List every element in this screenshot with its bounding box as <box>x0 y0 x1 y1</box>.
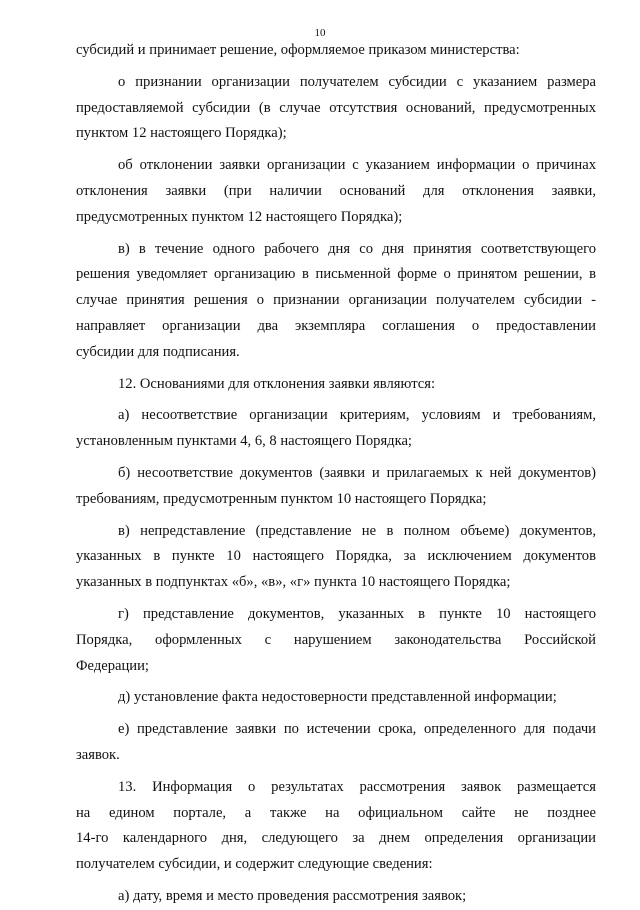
text-line: субсидии для подписания. <box>76 343 240 360</box>
paragraph-p0 <box>76 38 596 64</box>
text-line: требованиям, предусмотренным пунктом 10 настоящего Порядка; <box>76 490 487 507</box>
text-line: установленным пунктами 4, 6, 8 настоящего Порядка; <box>76 433 412 450</box>
text-line: об отклонении заявки организации с указанием информации о причинах <box>118 157 596 174</box>
text-line: на едином портале, а также на официальном сайте не позднее <box>76 804 596 821</box>
text-line: получателем субсидии, и содержит следующие сведения: <box>76 856 433 873</box>
paragraph-p2 <box>76 153 596 230</box>
text-line: заявок. <box>76 746 120 763</box>
text-line: решения уведомляет организацию в письменной форме о принятом решении, в <box>76 266 596 283</box>
text-line: 12. Основаниями для отклонения заявки являются: <box>118 375 436 392</box>
text-line: е) представление заявки по истечении срока, определенного для подачи <box>118 721 596 738</box>
paragraph-p6 <box>76 461 596 513</box>
paragraph-p7 <box>76 519 596 596</box>
text-line: Федерации; <box>76 657 149 674</box>
paragraph-p9 <box>76 685 596 711</box>
text-line: в) в течение одного рабочего дня со дня принятия соответствующего <box>118 240 596 257</box>
text-line: отклонения заявки (при наличии оснований для отклонения заявки, <box>76 182 596 199</box>
paragraph-p12 <box>76 884 596 910</box>
text-line: г) представление документов, указанных в пункте 10 настоящего <box>118 605 596 622</box>
text-line: б) несоответствие документов (заявки и прилагаемых к ней документов) <box>118 464 596 481</box>
text-line: пунктом 12 настоящего Порядка); <box>76 125 287 142</box>
text-line: о признании организации получателем субсидии с указанием размера <box>118 73 596 90</box>
page-number: 10 <box>314 27 326 39</box>
text-line: указанных в пункте 10 настоящего Порядка, за исключением документов <box>76 548 596 565</box>
text-line: указанных в подпунктах «б», «в», «г» пункта 10 настоящего Порядка; <box>76 574 511 591</box>
paragraph-p3 <box>76 237 596 366</box>
text-line: предусмотренных пунктом 12 настоящего Порядка); <box>76 208 403 225</box>
text-line: д) установление факта недостоверности представленной информации; <box>118 689 557 706</box>
paragraph-p5 <box>76 403 596 455</box>
paragraph-p11 <box>76 775 596 878</box>
text-line: случае принятия решения о признании организации получателем субсидии - <box>76 292 596 309</box>
text-line: а) дату, время и место проведения рассмотрения заявок; <box>118 887 467 904</box>
text-line: предоставляемой субсидии (в случае отсутствия оснований, предусмотренных <box>76 99 596 116</box>
text-line: 14-го календарного дня, следующего за днем определения организации <box>76 830 596 847</box>
paragraph-p1 <box>76 70 596 147</box>
text-line: в) непредставление (представление не в полном объеме) документов, <box>118 522 596 539</box>
text-line: Порядка, оформленных с нарушением законодательства Российской <box>76 631 596 648</box>
text-line: а) несоответствие организации критериям, условиям и требованиям, <box>118 407 596 424</box>
document-body <box>76 38 596 910</box>
paragraph-p4 <box>76 372 596 398</box>
text-line: 13. Информация о результатах рассмотрения заявок размещается <box>118 778 596 795</box>
text-line: субсидий и принимает решение, оформляемое приказом министерства: <box>76 42 520 58</box>
paragraph-p10 <box>76 717 596 769</box>
paragraph-p8 <box>76 602 596 679</box>
text-line: направляет организации два экземпляра соглашения о предоставлении <box>76 317 596 334</box>
